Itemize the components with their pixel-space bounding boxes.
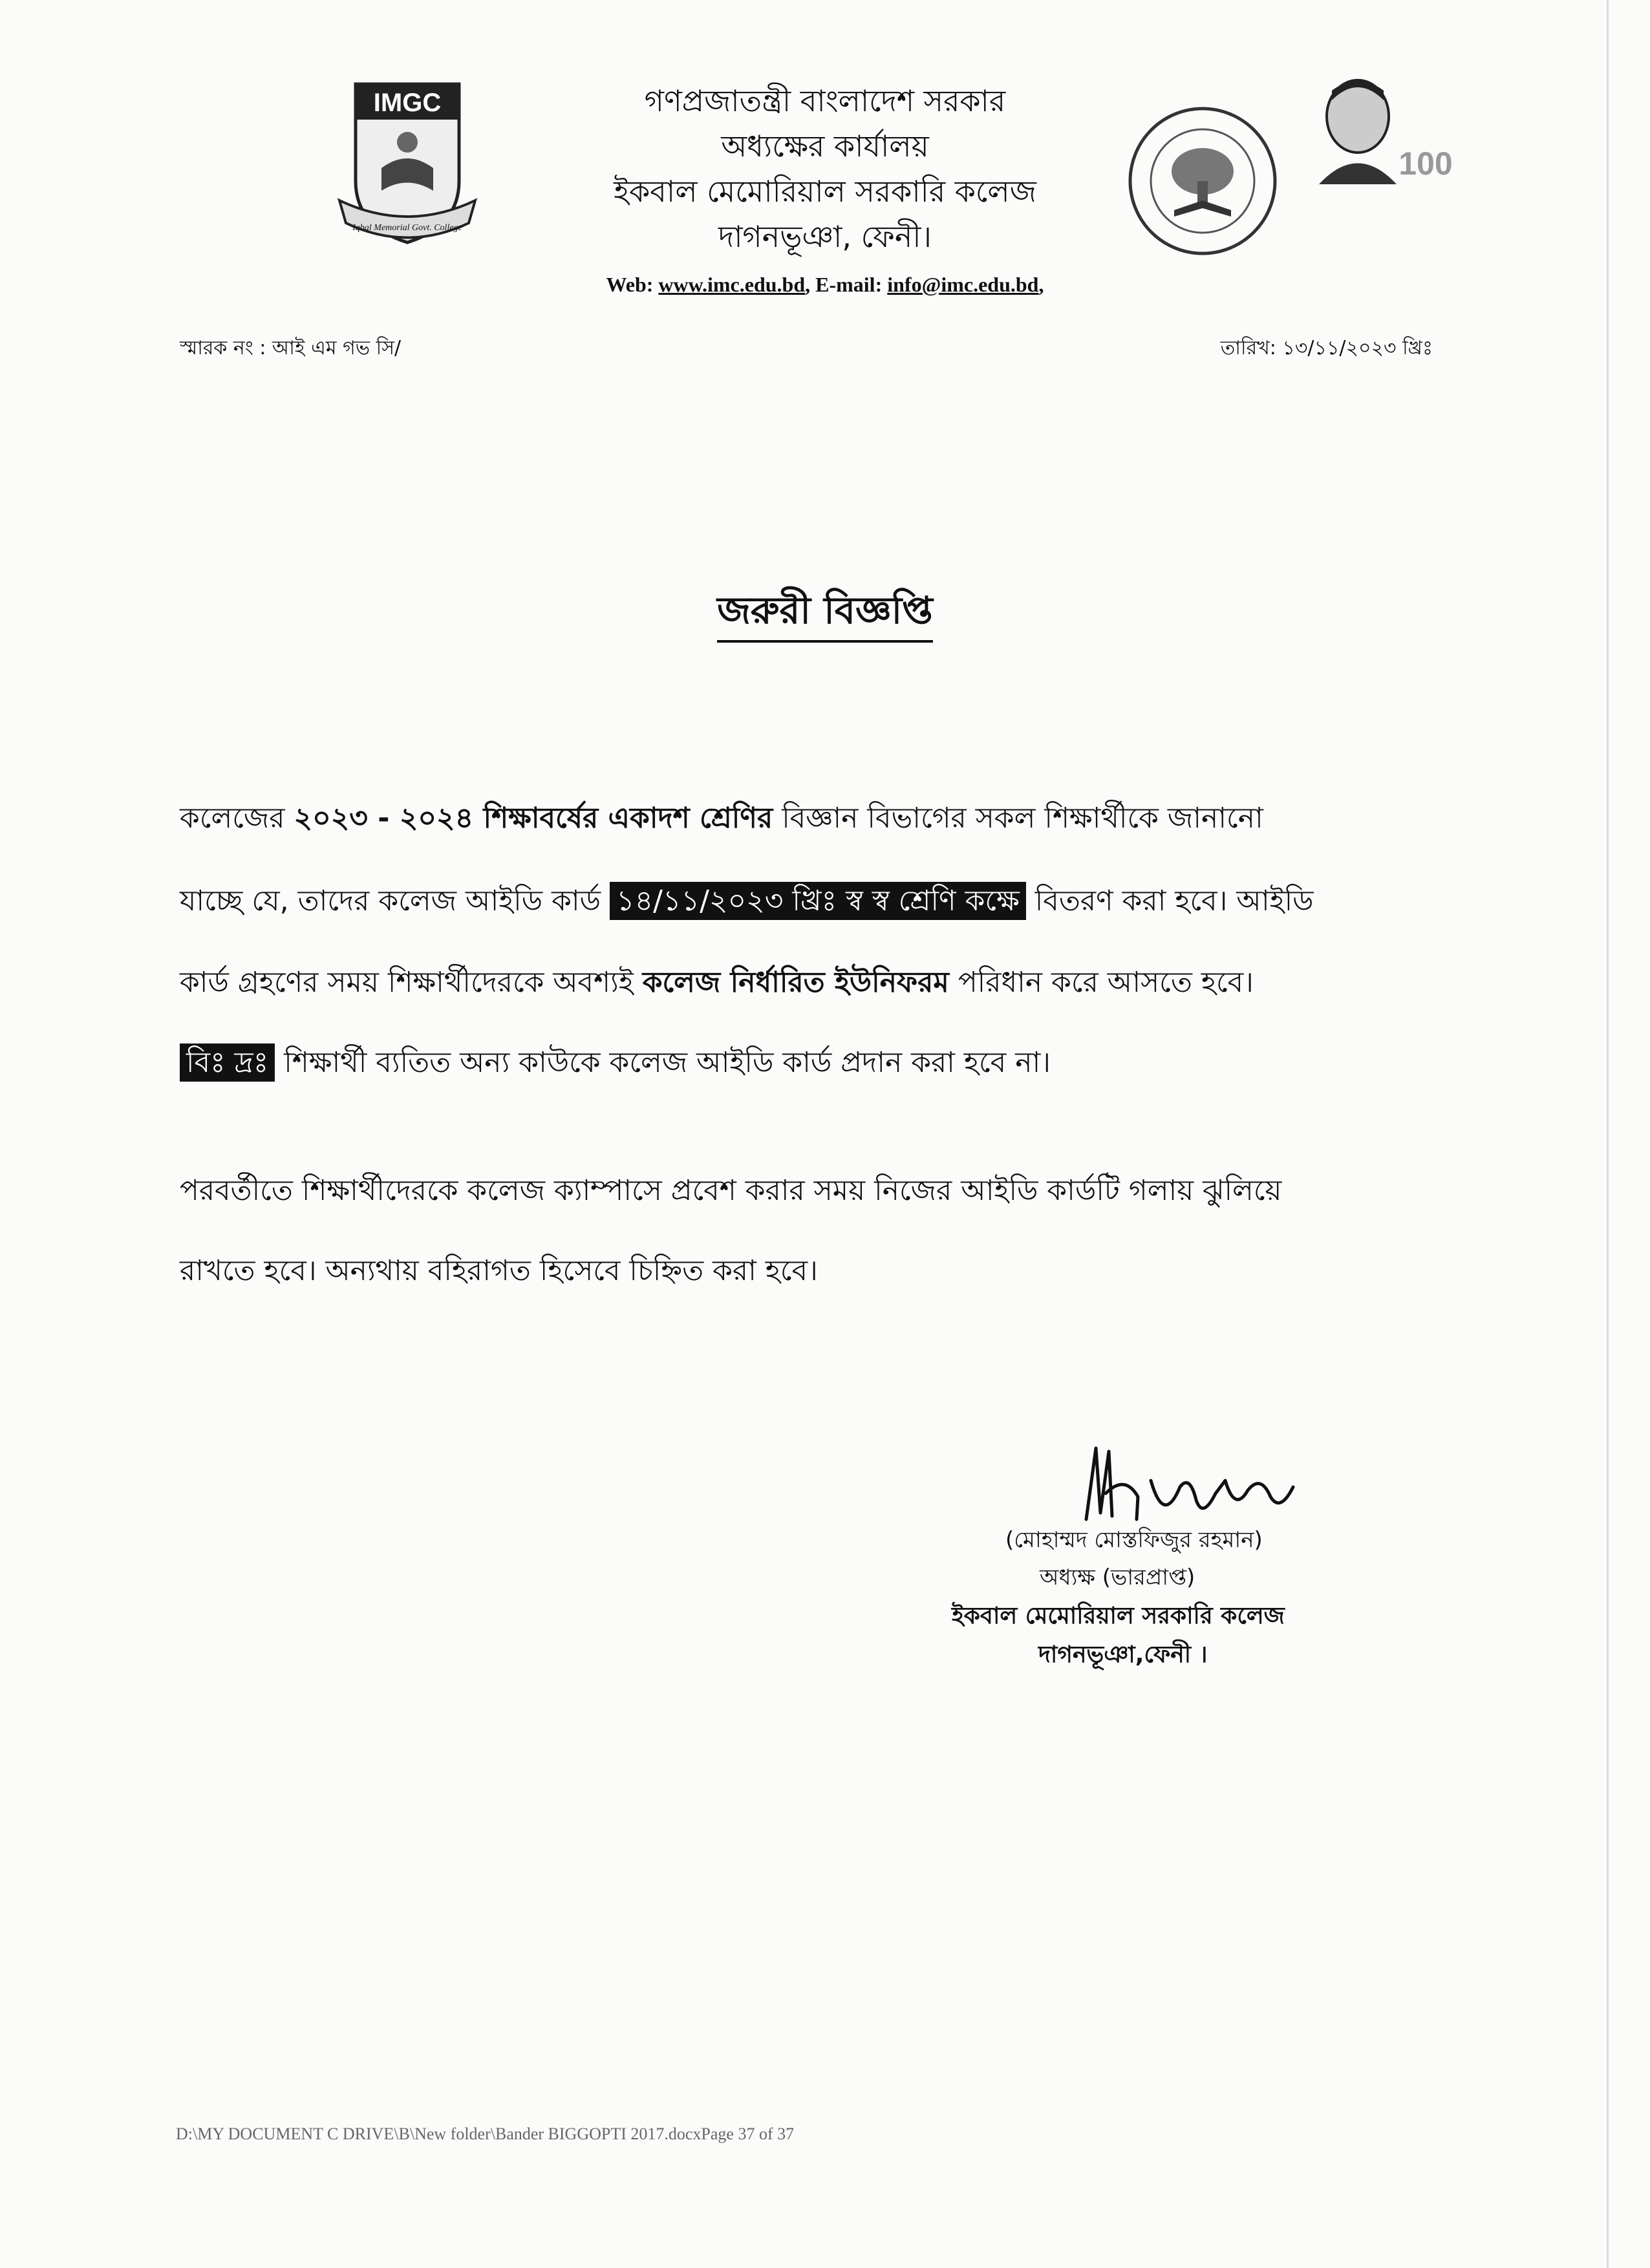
notice-title — [0, 582, 1650, 645]
crest-text: IMGC — [373, 89, 442, 117]
signatory-place: দাগনভূঞা,ফেনী । — [1038, 1642, 1208, 1668]
session-class-bold: ২০২৩ - ২০২৪ শিক্ষাবর্ষের একাদশ শ্রেণির — [294, 802, 773, 835]
govt-title: গণপ্রজাতন্ত্রী বাংলাদেশ সরকার — [644, 83, 1006, 118]
body-line-4 — [180, 1041, 1518, 1088]
body-text: শিক্ষার্থী ব্যতিত অন্য কাউকে কলেজ আইডি কার্ড প্রদান করা হবে না। — [275, 1046, 1051, 1079]
distribution-date-highlight: ১৪/১১/২০২৩ খ্রিঃ স্ব স্ব শ্রেণি কক্ষে — [610, 882, 1026, 920]
email-label: , E-mail: — [805, 273, 888, 296]
body-line-6: রাখতে হবে। অন্যথায় বহিরাগত হিসেবে চিহ্নিত করা হবে। — [180, 1254, 818, 1287]
crest-caption: Iqbal Memorial Govt. College — [352, 223, 462, 233]
office-title: অধ্যক্ষের কার্যালয় — [721, 129, 929, 164]
college-location: দাগনভূঞা, ফেনী। — [718, 219, 932, 254]
web-link[interactable]: www.imc.edu.bd — [658, 273, 806, 296]
web-label: Web: — [606, 273, 659, 296]
contact-line — [0, 273, 1650, 297]
page-edge-line — [1607, 0, 1609, 2268]
body-line-5: পরবর্তীতে শিক্ষার্থীদেরকে কলেজ ক্যাম্পাসে প্রবেশ করার সময় নিজের আইডি কার্ডটি গলায় ঝুলিয়ে — [180, 1174, 1282, 1207]
signatory-institution: ইকবাল মেমোরিয়াল সরকারি কলেজ — [952, 1603, 1285, 1629]
email-link[interactable]: info@imc.edu.bd — [887, 273, 1039, 296]
file-path-footer: D:\MY DOCUMENT C DRIVE\B\New folder\Bander BIGGOPTI 2017.docxPage 37 of 37 — [176, 2124, 795, 2143]
note-label-highlight: বিঃ দ্রঃ — [180, 1043, 275, 1082]
signatory-post: অধ্যক্ষ (ভারপ্রাপ্ত) — [1040, 1565, 1195, 1590]
notice-title-text: জরুরী বিজ্ঞপ্তি — [717, 588, 933, 643]
memo-number: স্মারক নং : আই এম গভ সি/ — [180, 337, 402, 359]
uniform-bold: কলেজ নির্ধারিত ইউনিফরম — [642, 966, 949, 999]
body-text: যাচ্ছে যে, তাদের কলেজ আইডি কার্ড — [180, 884, 610, 917]
body-line-2 — [180, 879, 1518, 926]
signatory-name: (মোহাম্মদ মোস্তফিজুর রহমান) — [1005, 1527, 1263, 1553]
body-line-1 — [180, 797, 1518, 844]
notice-date: তারিখ: ১৩/১১/২০২৩ খ্রিঃ — [1220, 337, 1433, 359]
body-text: কলেজের — [180, 802, 294, 835]
body-text: পরিধান করে আসতে হবে। — [948, 966, 1254, 999]
college-name: ইকবাল মেমোরিয়াল সরকারি কলেজ — [614, 174, 1036, 209]
body-text: কার্ড গ্রহণের সময় শিক্ষার্থীদেরকে অবশ্যই — [180, 966, 643, 999]
contact-end: , — [1038, 273, 1044, 296]
body-text: বিতরণ করা হবে। আইডি — [1025, 884, 1314, 917]
body-line-3 — [180, 961, 1518, 1008]
body-text: বিজ্ঞান বিভাগের সকল শিক্ষার্থীকে জানানো — [773, 802, 1263, 835]
centenary-text: 100 — [1398, 145, 1453, 182]
